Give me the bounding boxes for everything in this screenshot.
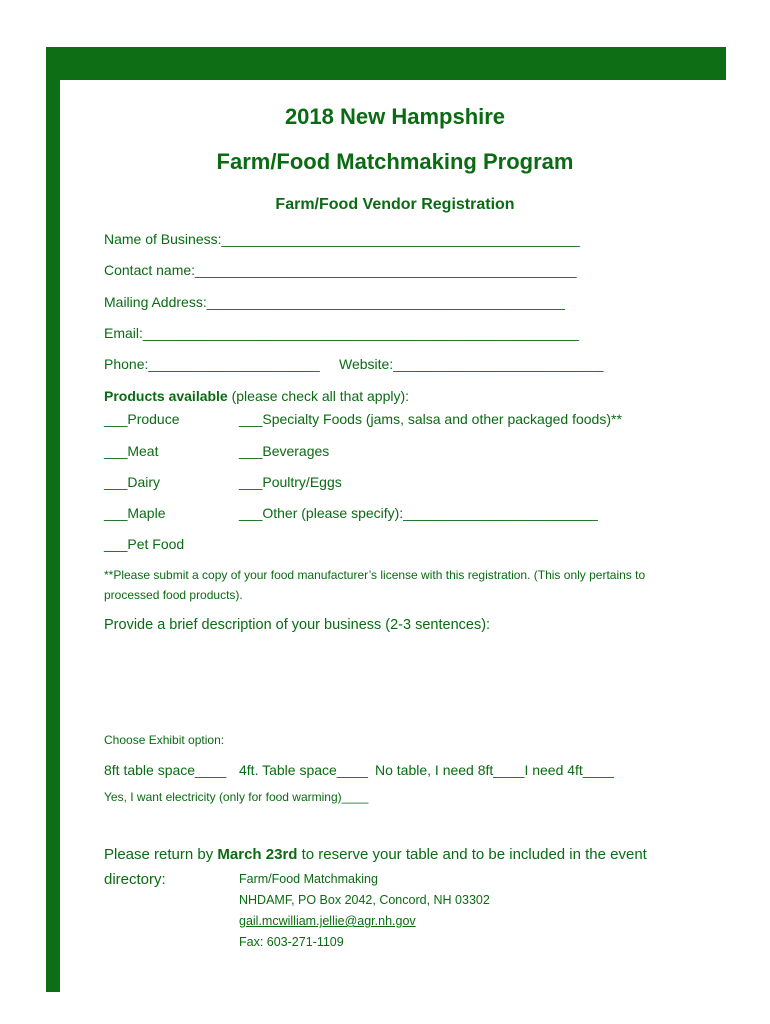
product-other[interactable]: ___Other (please specify):_________________________: [239, 505, 598, 521]
electricity-option[interactable]: Yes, I want electricity (only for food warming)____: [104, 790, 369, 804]
header-bar: [46, 47, 726, 80]
phone-field[interactable]: Phone:______________________: [104, 356, 320, 372]
return-part1: Please return by: [104, 846, 218, 863]
mailing-address-field[interactable]: Mailing Address:______________________________________________: [104, 294, 565, 310]
product-meat[interactable]: ___Meat: [104, 443, 159, 459]
product-beverages[interactable]: ___Beverages: [239, 443, 330, 459]
email-field[interactable]: Email:________________________________________________________: [104, 325, 579, 341]
contact-name-field[interactable]: Contact name:_________________________________________________: [104, 262, 577, 278]
side-bar: [46, 47, 60, 992]
product-maple[interactable]: ___Maple: [104, 505, 166, 521]
exhibit-option-4ft[interactable]: 4ft. Table space____: [239, 762, 368, 778]
return-part2: to reserve your table and to be included in the event: [297, 846, 647, 863]
product-produce[interactable]: ___Produce: [104, 411, 180, 427]
exhibit-option-no-table[interactable]: No table, I need 8ft____I need 4ft____: [375, 762, 614, 778]
product-poultry-eggs[interactable]: ___Poultry/Eggs: [239, 474, 342, 490]
business-name-field[interactable]: Name of Business:______________________________________________: [104, 231, 580, 247]
products-heading: [104, 388, 409, 404]
product-specialty-foods[interactable]: ___Specialty Foods (jams, salsa and other packaged foods)**: [239, 411, 622, 427]
program-title: Farm/Food Matchmaking Program: [216, 149, 574, 174]
website-field[interactable]: Website:___________________________: [339, 356, 604, 372]
return-directory-label: directory:: [104, 871, 166, 888]
products-heading-bold: Products available: [104, 388, 228, 404]
description-prompt: Provide a brief description of your business (2-3 sentences):: [104, 617, 491, 633]
contact-email-link[interactable]: gail.mcwilliam.jellie@agr.nh.gov: [239, 914, 416, 928]
fax-number: Fax: 603-271-1109: [239, 935, 344, 949]
form-title: Farm/Food Vendor Registration: [275, 196, 515, 213]
license-note-line1: **Please submit a copy of your food manufacturer’s license with this registration. (This only pertains to: [104, 568, 646, 582]
exhibit-heading: Choose Exhibit option:: [104, 733, 225, 747]
product-dairy[interactable]: ___Dairy: [104, 474, 161, 490]
products-heading-rest: (please check all that apply):: [227, 388, 410, 404]
return-instructions: [104, 846, 647, 863]
exhibit-option-8ft[interactable]: 8ft table space____: [104, 762, 227, 778]
page-title: 2018 New Hampshire: [284, 104, 506, 129]
return-date: March 23rd: [217, 846, 298, 863]
product-pet-food[interactable]: ___Pet Food: [104, 536, 185, 552]
address-line1: Farm/Food Matchmaking: [239, 872, 378, 886]
address-line2: NHDAMF, PO Box 2042, Concord, NH 03302: [239, 893, 490, 907]
license-note-line2: processed food products).: [104, 588, 243, 602]
